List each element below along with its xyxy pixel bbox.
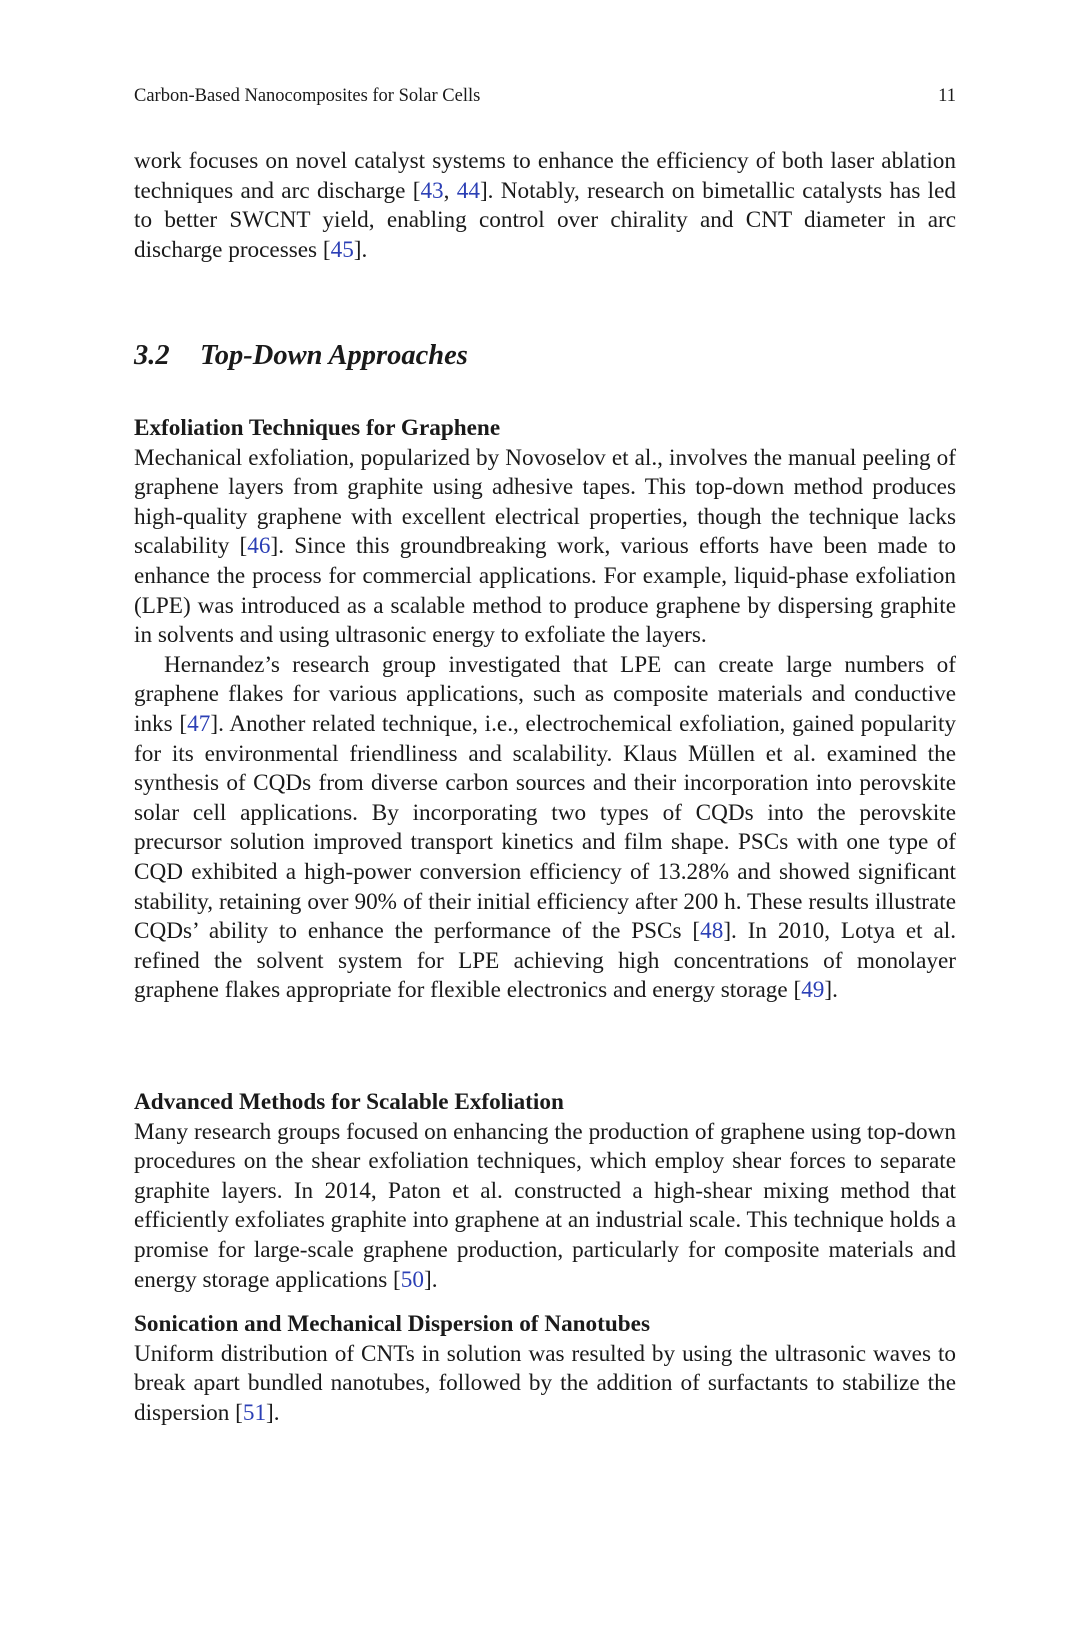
text-run: work focuses on novel catalyst systems to enhance the efficiency of both laser ablation techniques and arc discharge [ [134, 148, 956, 204]
text-run: Hernandez’s research group investigated that LPE can create large numbers of graphene flakes for various applications, such as composite materials and conductive inks [ [134, 651, 956, 737]
text-run: ]. Another related technique, i.e., electrochemical exfoliation, gained popularity for its environmental friendliness and scalability. Klaus Müllen et al. examined the synthesis of CQDs from diverse carbon sources and their incorporation into perovskite solar cell applications. By incorporating two types of CQDs into the perovskite precursor solution improved transport kinetics and film shape. PSCs with one type of CQD exhibited a high-power conversion efficiency of 13.28% and showed significant stability, retaining over 90% of their initial efficiency after 200 h. These results illustrate CQDs’ ability to enhance the performance of the PSCs [ [134, 710, 956, 945]
page-number: 11 [938, 86, 956, 106]
section-title: Top-Down Approaches [200, 340, 468, 371]
citation-link[interactable]: 49 [801, 977, 825, 1004]
paragraph [134, 444, 956, 651]
running-head [134, 86, 956, 107]
text-run: ]. [423, 1266, 438, 1293]
citation-link[interactable]: 47 [187, 710, 211, 737]
text-run: ]. Since this groundbreaking work, various efforts have been made to enhance the process for commercial applications. For example, liquid-phase exfoliation (LPE) was introduced as a scalable method to produce graphene by dispersing graphite in solvents and using ultrasonic energy to exfoliate the layers. [134, 533, 956, 649]
text-run: ]. In 2010, Lotya et al. refined the solvent system for LPE achieving high concentrations of monolayer graphene flakes appropriate for flexible electronics and energy storage [ [134, 918, 956, 1004]
text-run: ]. [353, 236, 368, 263]
text-run: , [443, 177, 457, 204]
citation-link[interactable]: 44 [456, 177, 480, 204]
citation-link[interactable]: 51 [242, 1399, 267, 1426]
citation-link[interactable]: 46 [247, 533, 271, 560]
section-heading [134, 340, 468, 372]
paragraph [134, 1340, 956, 1429]
sonication-block [134, 1310, 956, 1428]
citation-link[interactable]: 50 [400, 1266, 424, 1293]
intro-paragraph [134, 147, 956, 265]
citation-link[interactable]: 45 [330, 236, 354, 263]
citation-link[interactable]: 43 [420, 177, 444, 204]
text-run: ]. [266, 1399, 280, 1426]
running-title: Carbon-Based Nanocomposites for Solar Cells [134, 86, 481, 106]
text-run: ]. [824, 977, 838, 1004]
paragraph [134, 651, 956, 1006]
citation-link[interactable]: 48 [700, 918, 724, 945]
subheading-advanced-methods: Advanced Methods for Scalable Exfoliation [134, 1089, 564, 1115]
subheading-sonication: Sonication and Mechanical Dispersion of Nanotubes [134, 1311, 650, 1337]
section-number: 3.2 [134, 340, 170, 371]
text-run: ]. Notably, research on bimetallic catalysts has led to better SWCNT yield, enabling control over chirality and CNT diameter in arc discharge processes [ [134, 177, 957, 263]
text-run: Uniform distribution of CNTs in solution was resulted by using the ultrasonic waves to break apart bundled nanotubes, followed by the addition of surfactants to stabilize the dispersion [ [134, 1340, 956, 1426]
advanced-methods-block [134, 1088, 956, 1295]
exfoliation-block [134, 414, 956, 1006]
paragraph [134, 1118, 956, 1296]
subheading-exfoliation: Exfoliation Techniques for Graphene [134, 415, 501, 441]
text-run: Mechanical exfoliation, popularized by Novoselov et al., involves the manual peeling of graphene layers from graphite using adhesive tapes. This top-down method produces high-quality graphene with excellent electrical properties, though the technique lacks scalability [ [134, 444, 956, 560]
text-run: Many research groups focused on enhancing the production of graphene using top-down procedures on the shear exfoliation techniques, which employ shear forces to separate graphite layers. In 2014, Paton et al. constructed a high-shear mixing method that efficiently exfoliates graphite into graphene at an industrial scale. This technique holds a promise for large-scale graphene production, particularly for composite materials and energy storage applications [ [134, 1118, 956, 1293]
